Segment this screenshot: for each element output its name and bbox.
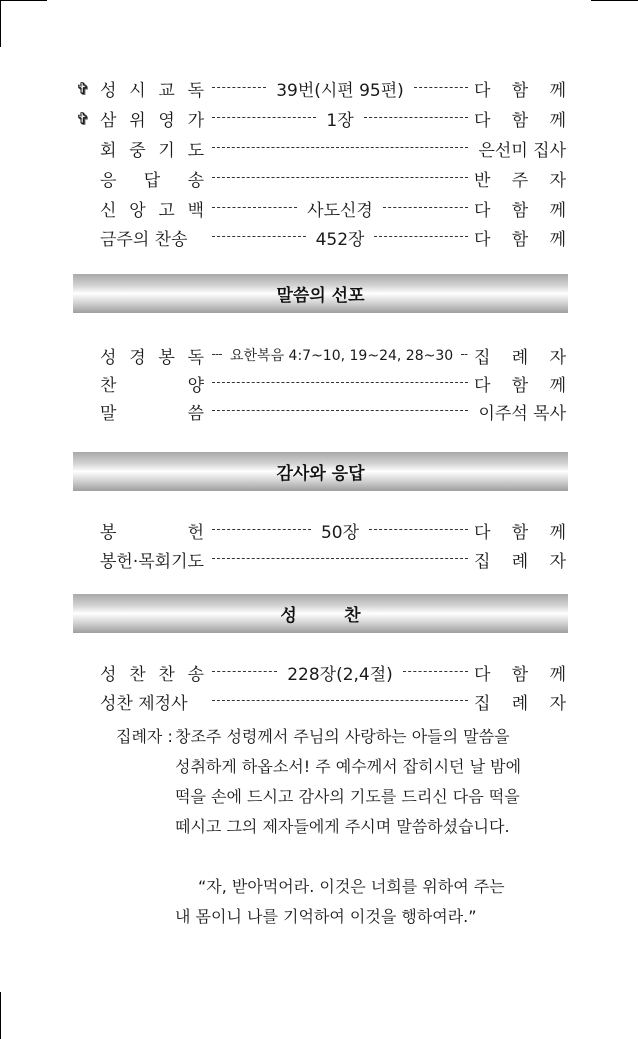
order-detail (212, 345, 468, 365)
order-label: 응 답 송 (100, 170, 204, 191)
liturgy-speaker: 집례자 : (116, 727, 173, 746)
liturgy-line: 떼시고 그의 제자들에게 주시며 말씀하셨습니다. (175, 817, 510, 836)
order-row (76, 222, 566, 252)
order-row (76, 340, 566, 370)
section-header-communion (73, 594, 568, 633)
order-row (76, 163, 566, 193)
leader-dashes (212, 558, 468, 560)
order-row (76, 396, 566, 426)
order-row (76, 73, 566, 103)
order-leader: 다 함 께 (474, 229, 566, 250)
order-detail (212, 558, 468, 560)
order-leader: 이주석 목사 (478, 403, 566, 424)
order-label: 성 시 교 독 (100, 80, 204, 101)
leader-dashes (212, 177, 468, 179)
order-detail (212, 700, 468, 702)
leader-dashes (364, 117, 468, 119)
order-label: 회 중 기 도 (100, 140, 204, 161)
leader-dashes (374, 236, 468, 238)
scripture-reference: 요한복음 4:7~10, 19~24, 28~30 (230, 348, 454, 364)
leader-dashes (212, 87, 266, 89)
order-detail: 사도신경 (212, 196, 468, 221)
order-leader: 다 함 께 (474, 375, 566, 396)
liturgy-line: 창조주 성령께서 주님의 사랑하는 아들의 말씀을 (175, 727, 510, 746)
order-leader: 다 함 께 (474, 522, 566, 543)
leader-dashes (212, 410, 468, 412)
liturgy-line: 성취하게 하옵소서! 주 예수께서 잡히시던 날 밤에 (175, 757, 522, 776)
leader-dashes (212, 354, 222, 356)
leader-dashes (212, 236, 306, 238)
order-row (76, 544, 566, 574)
cross-icon: ✞ (76, 78, 90, 98)
order-row (76, 657, 566, 687)
leader-dashes (461, 354, 468, 356)
order-row (76, 515, 566, 545)
order-label: 성찬 제정사 (100, 693, 188, 714)
order-leader: 집 례 자 (474, 551, 566, 572)
section-title: 성 찬 (280, 606, 361, 626)
order-detail (212, 177, 468, 179)
order-label: 찬 양 (100, 375, 204, 396)
leader-dashes (403, 671, 468, 673)
leader-dashes (212, 700, 468, 702)
words-of-institution-line: “자, 받아먹어라. 이것은 너희를 위하여 주는 (198, 877, 505, 896)
section-title: 감사와 응답 (276, 464, 365, 484)
order-label: 삼 위 영 가 (100, 110, 204, 131)
order-row (76, 193, 566, 223)
leader-dashes (369, 529, 468, 531)
order-leader: 집 례 자 (474, 347, 566, 368)
section-header-thanksgiving (73, 452, 568, 491)
order-row (76, 686, 566, 716)
order-detail: 228장(2,4절) (212, 660, 468, 685)
section-header-word (73, 274, 568, 313)
order-label: 봉헌·목회기도 (100, 551, 204, 572)
leader-dashes (212, 147, 468, 149)
order-label: 금주의 찬송 (100, 229, 188, 250)
order-label: 신 앙 고 백 (100, 200, 204, 221)
crop-mark-top-left-horizontal (0, 0, 47, 1)
order-detail (212, 382, 468, 384)
order-label: 말 씀 (100, 403, 204, 424)
order-leader: 다 함 께 (474, 200, 566, 221)
liturgy-line: 떡을 손에 드시고 감사의 기도를 드리신 다음 떡을 (175, 787, 520, 806)
section-title: 말씀의 선포 (276, 286, 365, 306)
order-detail: 452장 (212, 225, 468, 250)
order-leader: 다 함 께 (474, 80, 566, 101)
order-label: 성 경 봉 독 (100, 347, 204, 368)
order-detail (212, 147, 468, 149)
order-leader: 은선미 집사 (478, 140, 566, 161)
leader-dashes (212, 671, 277, 673)
crop-mark-bottom-left (0, 992, 1, 1039)
order-leader: 반 주 자 (474, 170, 566, 191)
order-detail: 50장 (212, 518, 468, 543)
leader-dashes (212, 529, 311, 531)
order-label: 성 찬 찬 송 (100, 664, 204, 685)
words-of-institution-line: 내 몸이니 나를 기억하여 이것을 행하여라.” (175, 907, 477, 926)
cross-icon: ✞ (76, 108, 90, 128)
leader-dashes (212, 117, 316, 119)
order-detail: 1장 (212, 106, 468, 131)
order-detail: 39번(시편 95편) (212, 76, 468, 101)
leader-dashes (212, 207, 297, 209)
order-leader: 집 례 자 (474, 693, 566, 714)
order-label: 봉 헌 (100, 522, 204, 543)
order-row (76, 133, 566, 163)
leader-dashes (414, 87, 468, 89)
order-leader: 다 함 께 (474, 110, 566, 131)
crop-mark-top-left-vertical (0, 0, 1, 47)
order-row (76, 368, 566, 398)
order-detail (212, 410, 468, 412)
leader-dashes (383, 207, 468, 209)
crop-mark-top-right (591, 0, 638, 1)
order-leader: 다 함 께 (474, 664, 566, 685)
liturgy-text (175, 722, 521, 842)
leader-dashes (212, 382, 468, 384)
order-row (76, 103, 566, 133)
